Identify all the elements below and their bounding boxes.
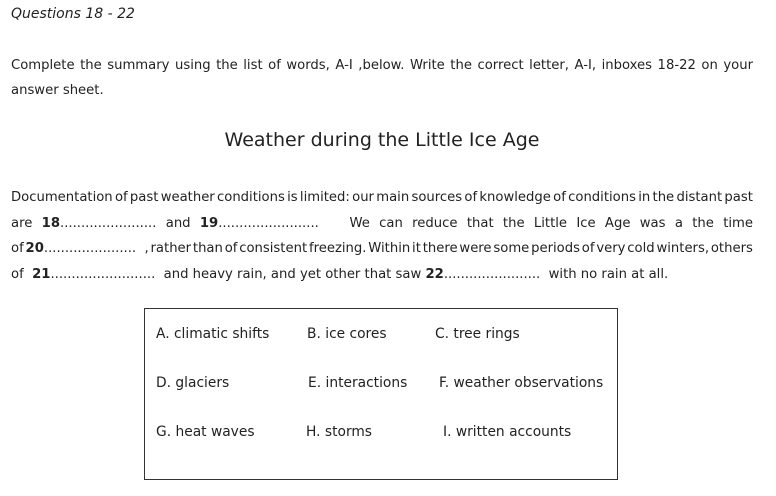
summary-word: of	[114, 190, 128, 205]
summary-title: Weather during the Little Ice Age	[224, 129, 540, 151]
gap-22[interactable]	[425, 262, 540, 288]
summary-word: consistent	[239, 241, 308, 256]
summary-word: the	[652, 190, 675, 205]
summary-word: very	[596, 241, 626, 256]
summary-word: of	[11, 241, 24, 256]
instructions-text: Complete the summary using the list of words, A-I ,below. Write the correct letter, A-I, inboxes 18-22 on your answer sheet.	[11, 58, 753, 98]
gap-20[interactable]	[26, 236, 149, 262]
summary-word: of	[11, 266, 24, 282]
gap-dots: .........................	[50, 266, 156, 282]
gap-18[interactable]	[42, 211, 157, 237]
spacer	[328, 211, 340, 237]
option-i: I. written accounts	[443, 424, 572, 440]
summary-word: time	[723, 215, 753, 231]
option-g: G. heat waves	[156, 424, 255, 440]
gap-number: 20	[25, 241, 44, 256]
summary-word: were	[459, 241, 492, 256]
summary-word: Age	[604, 215, 631, 231]
summary-word: can	[379, 215, 403, 231]
summary-word: our	[352, 190, 374, 205]
summary-word: of	[581, 241, 595, 256]
summary-word: Documentation	[11, 190, 113, 205]
summary-word: are	[11, 215, 33, 231]
option-h: H. storms	[306, 424, 372, 440]
summary-word: there	[422, 241, 458, 256]
option-c: C. tree rings	[435, 326, 520, 342]
comma: ,	[136, 241, 149, 256]
summary-word: it	[412, 241, 421, 256]
summary-word: periods	[531, 241, 580, 256]
summary-word: of	[464, 190, 478, 205]
summary-word: Little	[533, 215, 568, 231]
summary-line-3	[11, 236, 753, 262]
summary-word: main	[376, 190, 410, 205]
summary-word: past	[724, 190, 753, 205]
summary-word: cold	[627, 241, 655, 256]
summary-word: others	[710, 241, 753, 256]
gap-number: 21	[32, 266, 51, 282]
summary-word: past	[129, 190, 159, 205]
summary-word: conditions	[568, 190, 636, 205]
option-b: B. ice cores	[307, 326, 387, 342]
summary-body	[11, 185, 753, 287]
summary-line-4	[11, 262, 753, 288]
summary-word: was	[639, 215, 666, 231]
summary-word: limited:	[299, 190, 350, 205]
gap-dots: ......................	[43, 241, 137, 256]
option-a: A. climatic shifts	[156, 326, 270, 342]
option-f: F. weather observations	[439, 375, 604, 391]
option-d: D. glaciers	[156, 375, 230, 391]
summary-word: some	[493, 241, 530, 256]
summary-word: freezing.	[308, 241, 367, 256]
summary-line-1	[11, 185, 753, 211]
gap-19[interactable]	[200, 211, 319, 237]
summary-text: with no rain at all.	[548, 266, 669, 282]
summary-word: the	[502, 215, 525, 231]
summary-text: and heavy rain, and yet other that saw	[163, 266, 422, 282]
summary-word: the	[692, 215, 714, 231]
summary-word: distant	[676, 190, 723, 205]
summary-word: knowledge	[479, 190, 551, 205]
summary-word: of	[553, 190, 566, 205]
gap-dots: .......................	[60, 215, 157, 231]
summary-word: is	[287, 190, 298, 205]
gap-dots: ........................	[218, 215, 319, 231]
summary-line-2	[11, 211, 753, 237]
questions-header: Questions 18 - 22	[11, 6, 135, 22]
summary-word: We	[349, 215, 370, 231]
gap-number: 19	[199, 215, 219, 231]
summary-word: Ice	[576, 215, 596, 231]
option-e: E. interactions	[308, 375, 408, 391]
gap-dots: .......................	[443, 266, 541, 282]
summary-word: that	[466, 215, 494, 231]
summary-word: in	[638, 190, 651, 205]
summary-word: than	[192, 241, 223, 256]
summary-word: rather	[150, 241, 192, 256]
summary-word: of	[224, 241, 238, 256]
summary-word: Within	[368, 241, 411, 256]
summary-word: winters,	[656, 241, 710, 256]
summary-word: conditions	[217, 190, 285, 205]
summary-word: and	[165, 215, 191, 231]
word-list-box	[144, 308, 618, 480]
summary-word: sources	[411, 190, 463, 205]
summary-word: weather	[160, 190, 215, 205]
gap-number: 18	[41, 215, 60, 231]
gap-number: 22	[425, 266, 444, 282]
summary-word: reduce	[412, 215, 458, 231]
gap-21[interactable]	[32, 262, 155, 288]
summary-word: a	[674, 215, 683, 231]
